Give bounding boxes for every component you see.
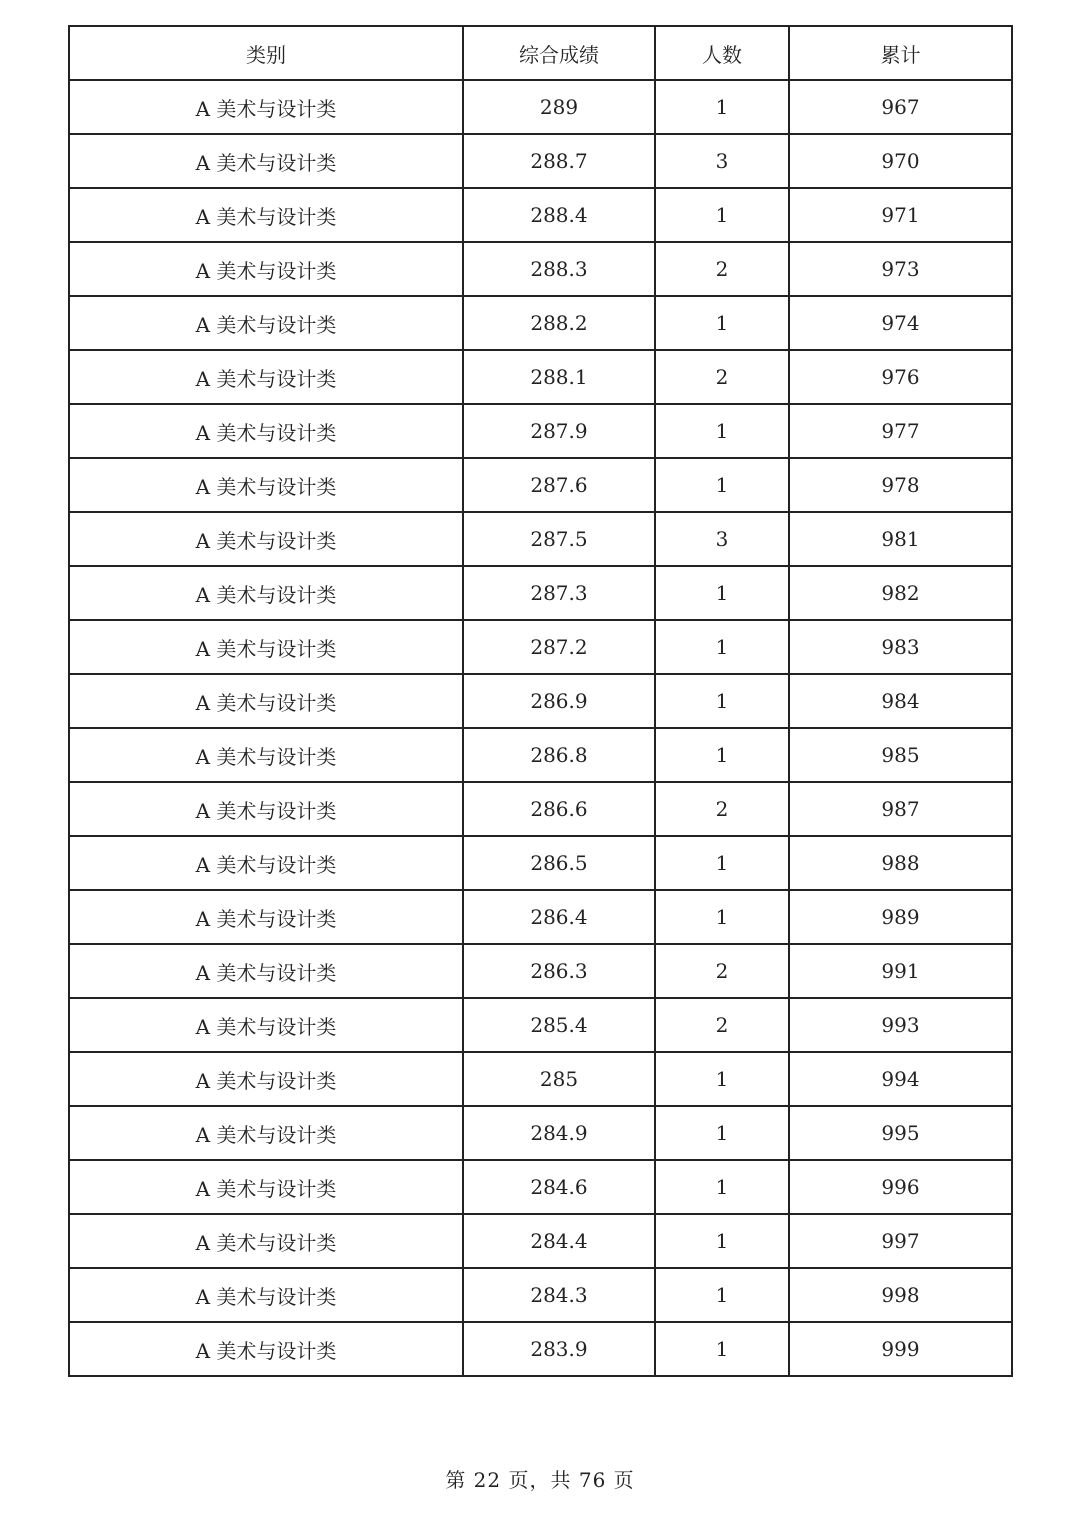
cell-count: 3 (655, 512, 789, 566)
cell-count: 1 (655, 674, 789, 728)
cell-cumulative: 996 (789, 1160, 1012, 1214)
cell-count: 2 (655, 242, 789, 296)
cell-count: 2 (655, 944, 789, 998)
cell-count: 1 (655, 566, 789, 620)
cell-category: A 美术与设计类 (69, 1214, 463, 1268)
cell-category: A 美术与设计类 (69, 350, 463, 404)
cell-category: A 美术与设计类 (69, 1268, 463, 1322)
cell-category: A 美术与设计类 (69, 512, 463, 566)
cell-cumulative: 981 (789, 512, 1012, 566)
table-row (69, 728, 1012, 782)
cell-category: A 美术与设计类 (69, 1052, 463, 1106)
cell-cumulative: 994 (789, 1052, 1012, 1106)
table-row (69, 620, 1012, 674)
cell-category: A 美术与设计类 (69, 1322, 463, 1376)
cell-count: 1 (655, 728, 789, 782)
cell-cumulative: 976 (789, 350, 1012, 404)
cell-count: 1 (655, 1106, 789, 1160)
score-table (68, 25, 1013, 1377)
table-row (69, 134, 1012, 188)
cell-score: 289 (463, 80, 655, 134)
table-row (69, 836, 1012, 890)
cell-count: 1 (655, 80, 789, 134)
cell-cumulative: 973 (789, 242, 1012, 296)
cell-count: 1 (655, 1160, 789, 1214)
cell-count: 1 (655, 1268, 789, 1322)
cell-category: A 美术与设计类 (69, 728, 463, 782)
cell-score: 288.2 (463, 296, 655, 350)
table-row (69, 1214, 1012, 1268)
cell-score: 286.3 (463, 944, 655, 998)
cell-score: 288.4 (463, 188, 655, 242)
cell-score: 286.6 (463, 782, 655, 836)
table-row (69, 350, 1012, 404)
cell-count: 2 (655, 998, 789, 1052)
cell-score: 284.9 (463, 1106, 655, 1160)
cell-score: 286.5 (463, 836, 655, 890)
cell-count: 1 (655, 620, 789, 674)
table-row (69, 512, 1012, 566)
table-row (69, 242, 1012, 296)
cell-cumulative: 989 (789, 890, 1012, 944)
cell-cumulative: 997 (789, 1214, 1012, 1268)
cell-score: 287.6 (463, 458, 655, 512)
header-cumulative: 累计 (789, 26, 1012, 80)
table-row (69, 188, 1012, 242)
table-row (69, 404, 1012, 458)
cell-score: 287.9 (463, 404, 655, 458)
cell-category: A 美术与设计类 (69, 458, 463, 512)
table-row (69, 674, 1012, 728)
header-score: 综合成绩 (463, 26, 655, 80)
cell-score: 285.4 (463, 998, 655, 1052)
cell-count: 2 (655, 782, 789, 836)
cell-score: 286.4 (463, 890, 655, 944)
cell-score: 284.3 (463, 1268, 655, 1322)
cell-category: A 美术与设计类 (69, 404, 463, 458)
cell-category: A 美术与设计类 (69, 674, 463, 728)
table-row (69, 566, 1012, 620)
cell-category: A 美术与设计类 (69, 836, 463, 890)
header-category: 类别 (69, 26, 463, 80)
cell-score: 288.7 (463, 134, 655, 188)
table-row (69, 80, 1012, 134)
cell-category: A 美术与设计类 (69, 1106, 463, 1160)
cell-cumulative: 971 (789, 188, 1012, 242)
cell-score: 288.1 (463, 350, 655, 404)
cell-count: 1 (655, 1214, 789, 1268)
cell-cumulative: 978 (789, 458, 1012, 512)
cell-cumulative: 974 (789, 296, 1012, 350)
table-header (69, 26, 1012, 80)
cell-count: 1 (655, 836, 789, 890)
cell-count: 1 (655, 458, 789, 512)
cell-score: 285 (463, 1052, 655, 1106)
cell-category: A 美术与设计类 (69, 566, 463, 620)
cell-count: 1 (655, 1052, 789, 1106)
page-number: 第 22 页，共 76 页 (445, 1468, 635, 1492)
cell-cumulative: 999 (789, 1322, 1012, 1376)
cell-cumulative: 988 (789, 836, 1012, 890)
cell-count: 1 (655, 296, 789, 350)
cell-category: A 美术与设计类 (69, 998, 463, 1052)
header-count: 人数 (655, 26, 789, 80)
table-row (69, 1052, 1012, 1106)
table-row (69, 1322, 1012, 1376)
cell-count: 1 (655, 1322, 789, 1376)
table-row (69, 1160, 1012, 1214)
table-row (69, 1106, 1012, 1160)
cell-cumulative: 998 (789, 1268, 1012, 1322)
cell-category: A 美术与设计类 (69, 620, 463, 674)
cell-cumulative: 977 (789, 404, 1012, 458)
table-row (69, 890, 1012, 944)
cell-score: 287.3 (463, 566, 655, 620)
cell-cumulative: 967 (789, 80, 1012, 134)
cell-category: A 美术与设计类 (69, 188, 463, 242)
cell-category: A 美术与设计类 (69, 890, 463, 944)
cell-category: A 美术与设计类 (69, 944, 463, 998)
cell-cumulative: 982 (789, 566, 1012, 620)
cell-cumulative: 984 (789, 674, 1012, 728)
cell-category: A 美术与设计类 (69, 296, 463, 350)
table-body (69, 80, 1012, 1376)
cell-category: A 美术与设计类 (69, 242, 463, 296)
cell-category: A 美术与设计类 (69, 782, 463, 836)
cell-count: 1 (655, 188, 789, 242)
cell-score: 284.6 (463, 1160, 655, 1214)
table-row (69, 998, 1012, 1052)
cell-count: 1 (655, 890, 789, 944)
cell-score: 286.8 (463, 728, 655, 782)
cell-category: A 美术与设计类 (69, 1160, 463, 1214)
table-row (69, 1268, 1012, 1322)
cell-count: 3 (655, 134, 789, 188)
table-row (69, 458, 1012, 512)
cell-cumulative: 987 (789, 782, 1012, 836)
cell-cumulative: 983 (789, 620, 1012, 674)
header-row (69, 26, 1012, 80)
cell-category: A 美术与设计类 (69, 134, 463, 188)
cell-cumulative: 991 (789, 944, 1012, 998)
table-row (69, 782, 1012, 836)
cell-score: 287.2 (463, 620, 655, 674)
cell-cumulative: 995 (789, 1106, 1012, 1160)
cell-score: 283.9 (463, 1322, 655, 1376)
cell-cumulative: 985 (789, 728, 1012, 782)
cell-count: 1 (655, 404, 789, 458)
table-row (69, 944, 1012, 998)
cell-cumulative: 970 (789, 134, 1012, 188)
cell-count: 2 (655, 350, 789, 404)
cell-score: 284.4 (463, 1214, 655, 1268)
cell-score: 287.5 (463, 512, 655, 566)
table-row (69, 296, 1012, 350)
cell-category: A 美术与设计类 (69, 80, 463, 134)
cell-cumulative: 993 (789, 998, 1012, 1052)
cell-score: 288.3 (463, 242, 655, 296)
cell-score: 286.9 (463, 674, 655, 728)
